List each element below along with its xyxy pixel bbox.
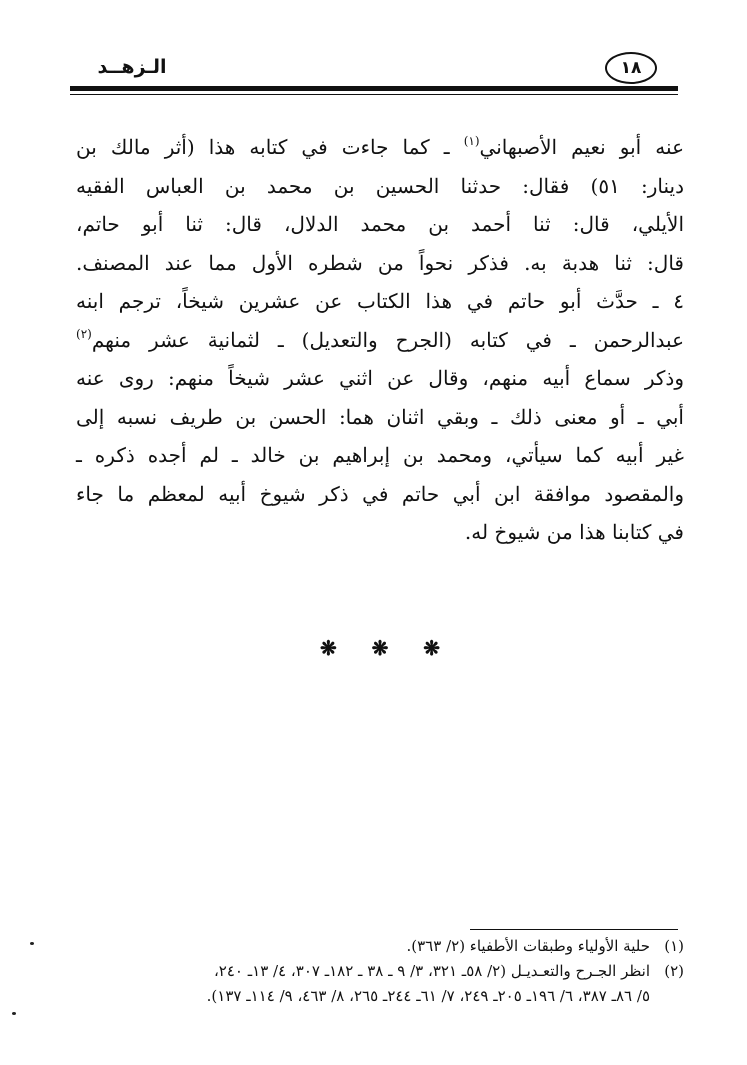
footnote-number: (١) (664, 937, 684, 955)
header-rule-thin (70, 94, 678, 95)
footnote-text: انظر الجـرح والتعـديـل (٢/ ٥٨ـ ٣٢١، ٣/ ٩ ـ ٣٨ ـ ١٨٢ـ ٣٠٧، ٤/ ١٣ـ ٢٤٠، (213, 962, 650, 980)
text-line: في كتابنا هذا من شيوخ له. (464, 520, 684, 544)
body-text (76, 128, 684, 552)
running-title: الـزهــد (97, 56, 167, 78)
text-line-start: عبدالرحمن ـ في كتابه (الجرح والتعديل) ـ لثمانية عشر منهم (91, 327, 684, 352)
text-line: والمقصود موافقة ابن أبي حاتم في ذكر شيوخ أبيه لمعظم ما جاء (76, 481, 684, 506)
text-line: دينار: ٥١) فقال: حدثنا الحسين بن محمد بن العباس الفقيه (76, 173, 684, 198)
footnote-ref-2[interactable]: (٢) (76, 326, 92, 341)
section-divider (320, 636, 440, 660)
text-line: أبي ـ أو معنى ذلك ـ وبقي اثنان هما: الحسن بن طريف نسبه إلى (76, 404, 684, 429)
footnote-2-continued: ٥/ ٨٦ـ ٣٨٧، ٦/ ١٩٦ـ ٢٠٥ـ ٢٤٩، ٧/ ٦١ـ ٢٤٤ـ ٢٦٥، ٨/ ٤٦٣، ٩/ ١١٤ـ ١٣٧). (206, 987, 650, 1005)
text-line: قال: ثنا هدبة به. فذكر نحواً من شطره الأول مما عند المصنف. (76, 250, 684, 275)
divider-star-icon: ❋ (423, 636, 440, 660)
footnote-1 (118, 934, 684, 959)
text-line: ٤ ـ حدَّث أبو حاتم في هذا الكتاب عن عشرين شيخاً، ترجم ابنه (76, 289, 684, 313)
text-line: الأيلي، قال: ثنا أحمد بن محمد الدلال، قال: ثنا أبو حاتم، (76, 212, 684, 236)
footnote-rule (470, 929, 678, 930)
text-line (76, 321, 684, 360)
footnote-number: (٢) (664, 962, 684, 980)
footnotes (118, 934, 684, 1009)
scan-speck (30, 942, 34, 945)
text-line-start: عنه أبو نعيم الأصبهاني (479, 135, 684, 159)
footnote-ref-1[interactable]: (١) (463, 134, 480, 148)
text-line: وذكر سماع أبيه منهم، وقال عن اثني عشر شيخاً منهم: روى عنه (76, 366, 684, 390)
footnote-text: حلية الأولياء وطبقات الأطفياء (٢/ ٣٦٣). (406, 937, 650, 955)
text-line (76, 128, 684, 167)
header-rule-thick (70, 86, 678, 91)
footnote-2 (118, 959, 684, 984)
divider-star-icon: ❋ (371, 636, 389, 660)
text-line: غير أبيه كما سيأتي، ومحمد بن إبراهيم بن خالد ـ لم أجده ذكره ـ (76, 443, 684, 467)
scan-speck (12, 1012, 16, 1015)
divider-star-icon: ❋ (320, 636, 337, 660)
page-number: ١٨ (605, 52, 657, 84)
text-line-rest: ـ كما جاءت في كتابه هذا (أثر مالك بن (76, 135, 464, 159)
